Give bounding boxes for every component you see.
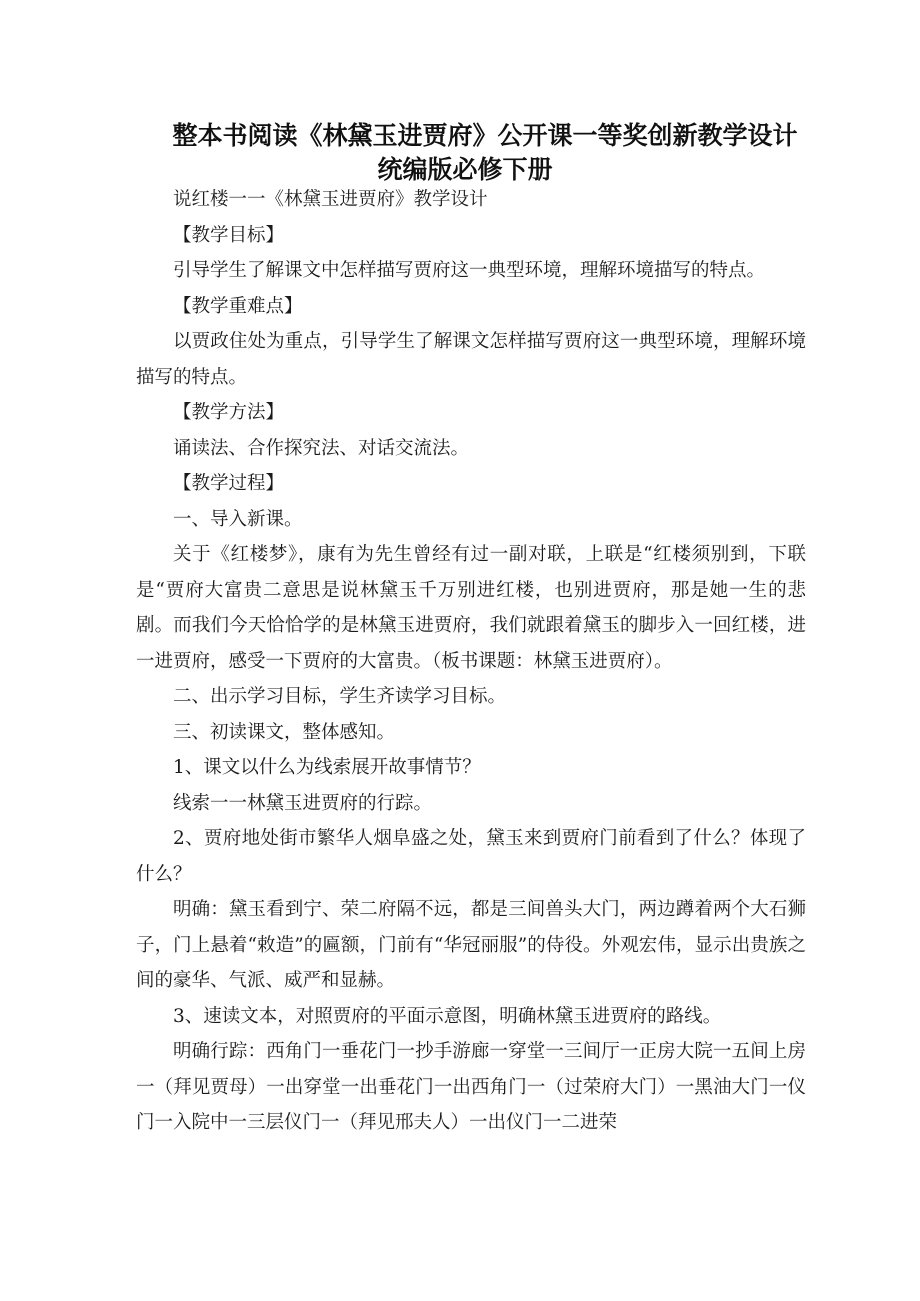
- paragraph: 一、导入新课。: [173, 508, 303, 530]
- document-title: 整本书阅读《林黛玉进贾府》公开课一等奖创新教学设计: [172, 121, 798, 150]
- paragraph: 三、初读课文，整体感知。: [173, 721, 396, 743]
- paragraph: 3、速读文本，对照贾府的平面示意图，明确林黛玉进贾府的路线。: [173, 1005, 722, 1027]
- section-heading: 【教学目标】: [173, 224, 285, 246]
- paragraph: 线索一一林黛玉进贾府的行踪。: [173, 792, 433, 814]
- paragraph: 诵读法、合作探究法、对话交流法。: [173, 437, 470, 459]
- section-heading: 【教学重难点】: [173, 295, 303, 317]
- paragraph: 明确：黛玉看到宁、荣二府隔不远，都是三间兽头大门，两边蹲着两个大石狮子，门上悬着“敕造”的匾额，门前有“华冠丽服”的侍役。外观宏伟，显示出贵族之间的豪华、气派、威严和显赫。: [136, 899, 806, 991]
- document-subtitle: 统编版必修下册: [377, 155, 553, 184]
- paragraph: 明确行踪：西角门一垂花门一抄手游廊一穿堂一三间厅一正房大院一五间上房一（拜见贾母）一出穿堂一出垂花门一出西角门一（过荣府大门）一黑油大门一仪门一入院中一三层仪门一（拜见邢夫人）一出仪门一二进荣: [136, 1041, 806, 1133]
- section-heading: 【教学方法】: [173, 402, 285, 423]
- paragraph: 以贾政住处为重点，引导学生了解课文怎样描写贾府这一典型环境，理解环境描写的特点。: [136, 331, 806, 388]
- paragraph: 引导学生了解课文中怎样描写贾府这一典型环境，理解环境描写的特点。: [173, 260, 766, 281]
- paragraph: 2、贾府地处街市繁华人烟阜盛之处，黛玉来到贾府门前看到了什么？体现了什么？: [136, 828, 806, 885]
- paragraph: 关于《红楼梦》，康有为先生曾经有过一副对联，上联是“红楼须别到，下联是“贾府大富贵二意思是说林黛玉千万别进红楼，也别进贾府，那是她一生的悲剧。而我们今天恰恰学的是林黛玉进贾府，我们就跟着黛玉的脚步入一回红楼，进一进贾府，感受一下贾府的大富贵。（板书课题：林黛玉进贾府）。: [136, 544, 806, 672]
- paragraph: 说红楼一一《林黛玉进贾府》教学设计: [173, 189, 488, 210]
- paragraph: 1、课文以什么为线索展开故事情节？: [173, 757, 481, 778]
- document-body: [136, 182, 806, 1141]
- section-heading: 【教学过程】: [173, 473, 285, 494]
- paragraph: 二、出示学习目标，学生齐读学习目标。: [173, 686, 507, 707]
